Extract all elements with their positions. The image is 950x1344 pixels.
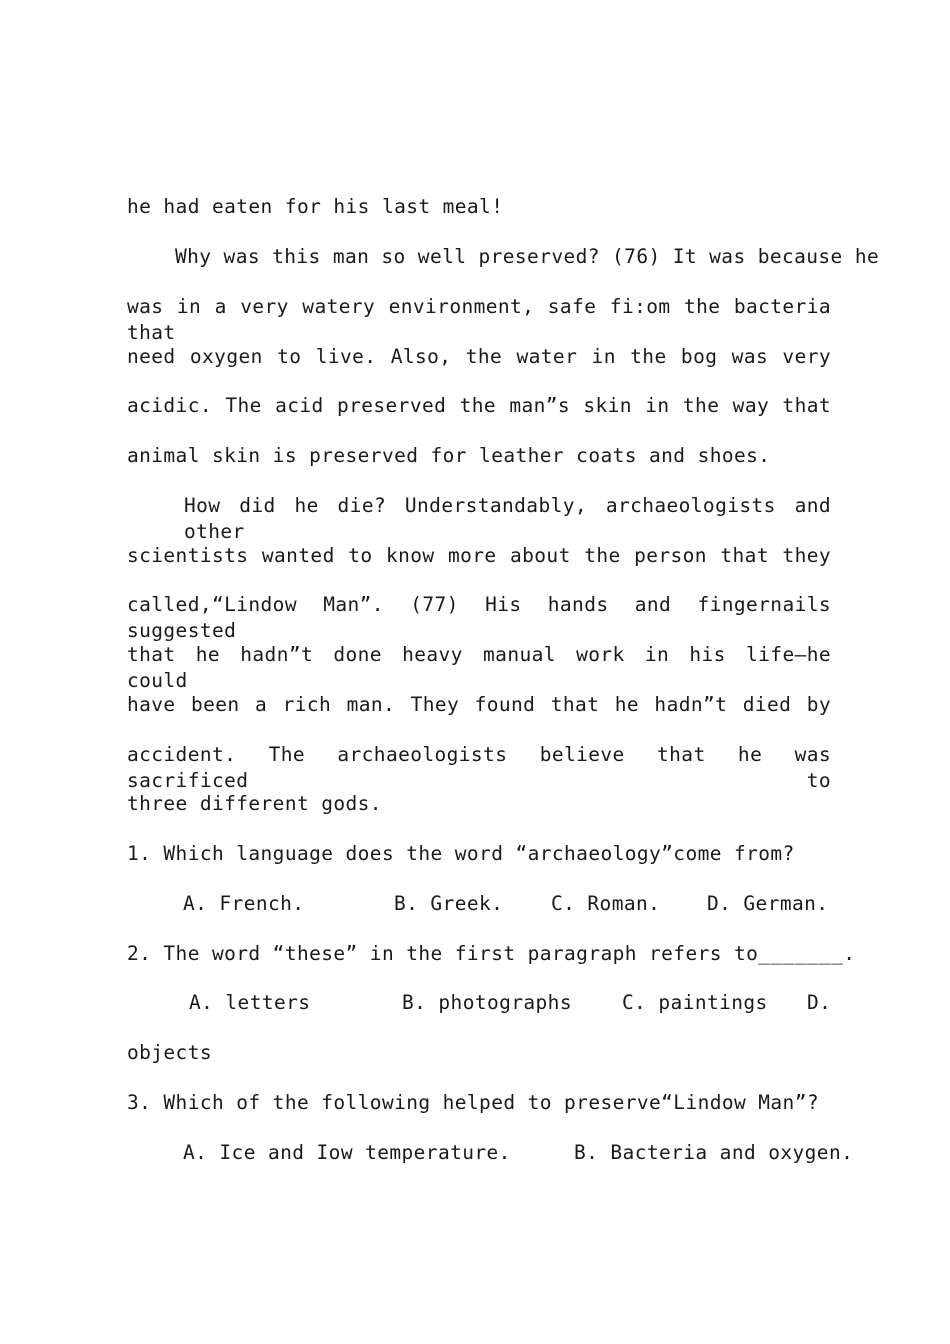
paragraph-line: need oxygen to live. Also, the water in the bog was very [127,345,831,368]
question-stem-3: 3. Which of the following helped to preserve“Lindow Man”? [127,1091,819,1114]
paragraph-line: How did he die? Understandably, archaeologists and other [184,494,831,543]
paragraph-line: animal skin is preserved for leather coats and shoes. [127,444,771,467]
paragraph-line: was in a very watery environment, safe fi:om the bacteria that [127,295,831,344]
question-3-option-b: B. Bacteria and oxygen. [574,1141,854,1164]
paragraph-line: called,“Lindow Man”. (77) His hands and fingernails suggested [127,593,831,642]
question-1-option-d: D. German. [707,892,829,915]
paragraph-line: have been a rich man. They found that he hadn”t died by [127,693,831,716]
question-2-option-b: B. photographs [402,991,572,1014]
question-stem-2: 2. The word “these” in the first paragraph refers to_______. [127,942,856,965]
paragraph-line: scientists wanted to know more about the person that they [127,544,831,567]
question-2-option-d-text: objects [127,1041,212,1064]
question-3-option-a: A. Ice and Iow temperature. [183,1141,511,1164]
paragraph-line: three different gods. [127,792,382,815]
paragraph-line: acidic. The acid preserved the man”s skin in the way that [127,394,831,417]
paragraph-line: that he hadn”t done heavy manual work in his life—he could [127,643,831,692]
paragraph-line: Why was this man so well preserved? (76) It was because he [175,245,880,268]
question-2-option-d: D. [807,991,832,1014]
question-1-option-b: B. Greek. [394,892,504,915]
question-2-option-a: A. letters [189,991,311,1014]
question-1-option-c: C. Roman. [551,892,661,915]
paragraph-line: accident. The archaeologists believe that he was sacrificed to [127,743,831,792]
paragraph-line: he had eaten for his last meal! [127,195,504,218]
question-1-option-a: A. French. [183,892,305,915]
question-2-option-c: C. paintings [622,991,768,1014]
question-stem-1: 1. Which language does the word “archaeology”come from? [127,842,795,865]
